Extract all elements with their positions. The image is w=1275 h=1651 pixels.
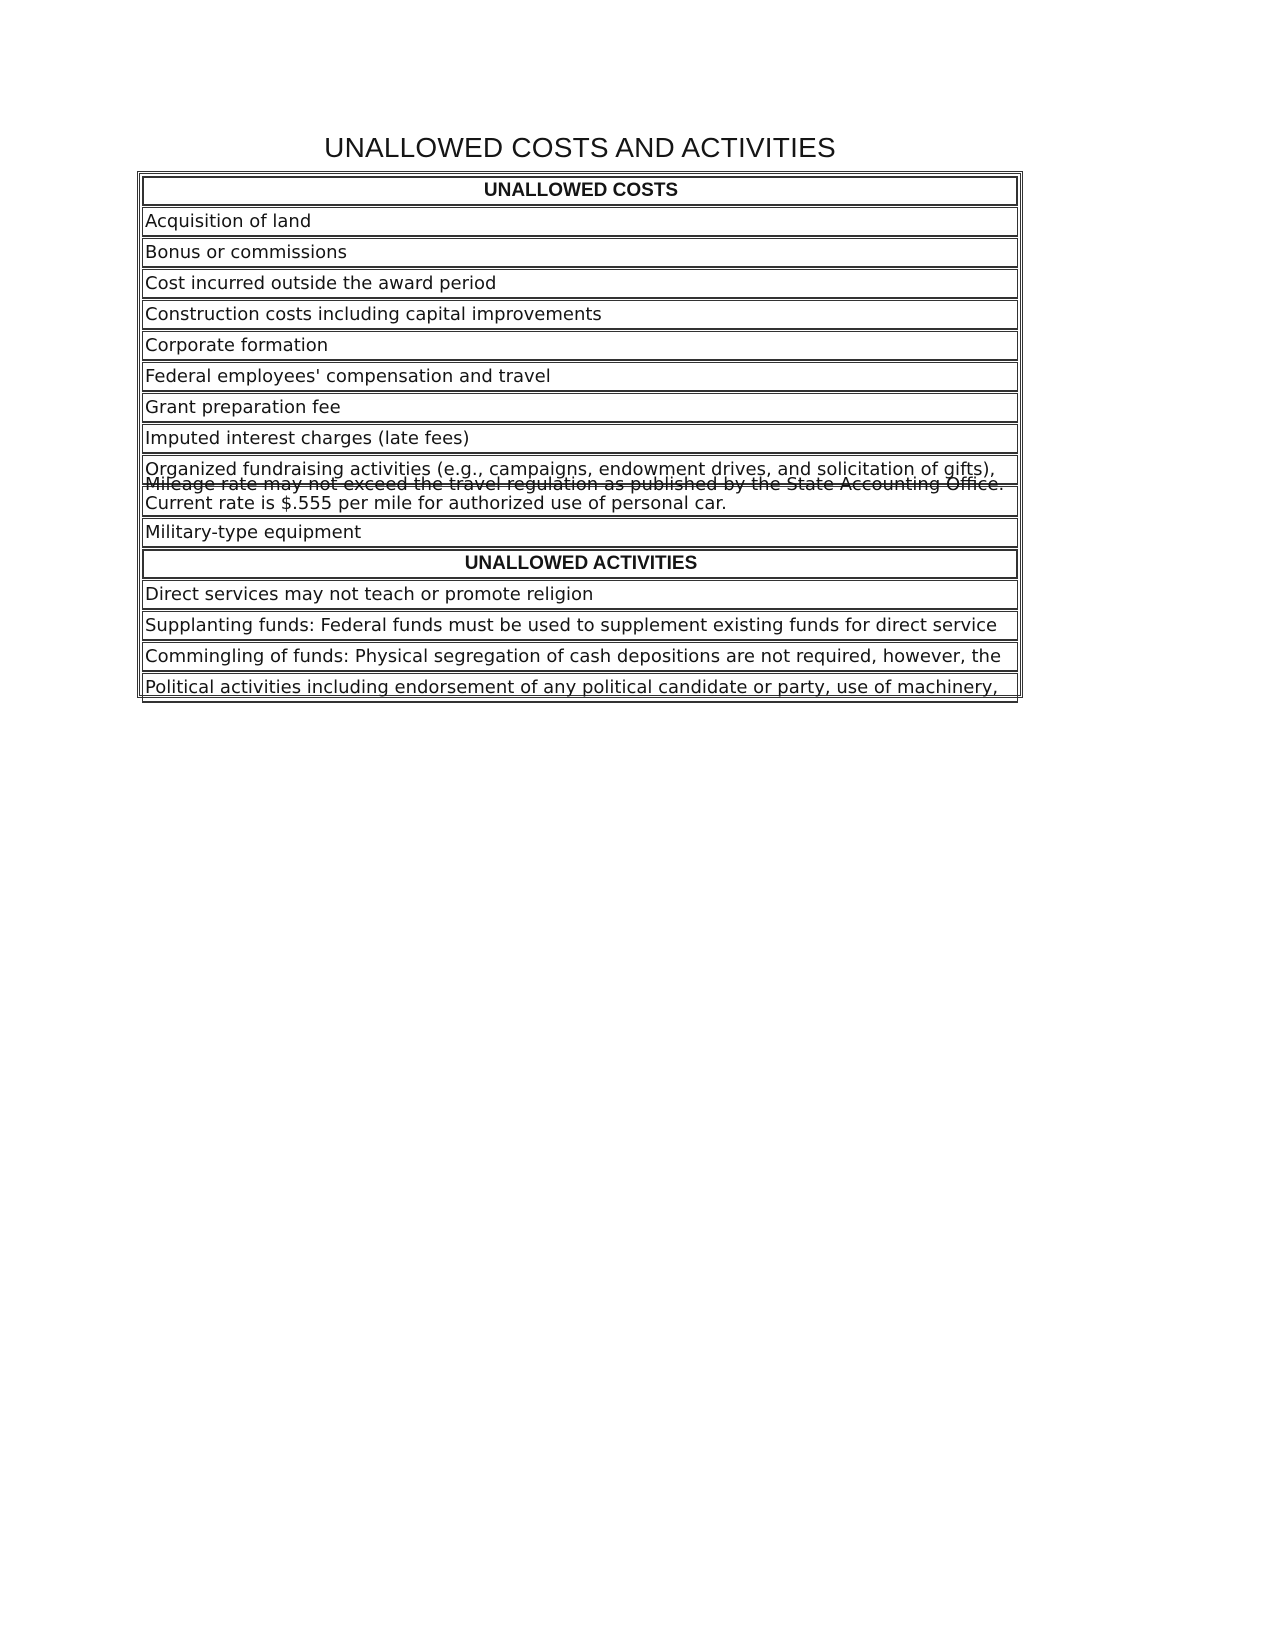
table-row: Acquisition of land <box>142 207 1018 237</box>
table-row: Federal employees' compensation and travel <box>142 362 1018 392</box>
table-row: Cost incurred outside the award period <box>142 269 1018 299</box>
table-row: Supplanting funds: Federal funds must be used to supplement existing funds for direct service <box>142 611 1018 641</box>
table-row: Grant preparation fee <box>142 393 1018 423</box>
table-row: Imputed interest charges (late fees) <box>142 424 1018 454</box>
table-row: Direct services may not teach or promote religion <box>142 580 1018 610</box>
section-header-activities: UNALLOWED ACTIVITIES <box>142 549 1018 579</box>
table-row: Corporate formation <box>142 331 1018 361</box>
table-row: Organized fundraising activities (e.g., campaigns, endowment drives, and solicitation of gifts), <box>142 455 1018 485</box>
mileage-line-1: Mileage rate may not exceed the travel regulation as published by the State Accounting Office. <box>145 474 1005 495</box>
unallowed-table <box>137 171 1023 698</box>
mileage-line-2: Current rate is $.555 per mile for authorized use of personal car. <box>145 493 727 514</box>
table-row: Military-type equipment <box>142 518 1018 548</box>
page-title: UNALLOWED COSTS AND ACTIVITIES <box>324 132 836 163</box>
table-row: Construction costs including capital improvements <box>142 300 1018 330</box>
section-header-costs: UNALLOWED COSTS <box>142 176 1018 206</box>
table-row: Bonus or commissions <box>142 238 1018 268</box>
table-row-mileage <box>142 474 1018 517</box>
table-row: Political activities including endorsement of any political candidate or party, use of machinery, <box>142 673 1018 703</box>
table-row: Commingling of funds: Physical segregation of cash depositions are not required, however, the <box>142 642 1018 672</box>
